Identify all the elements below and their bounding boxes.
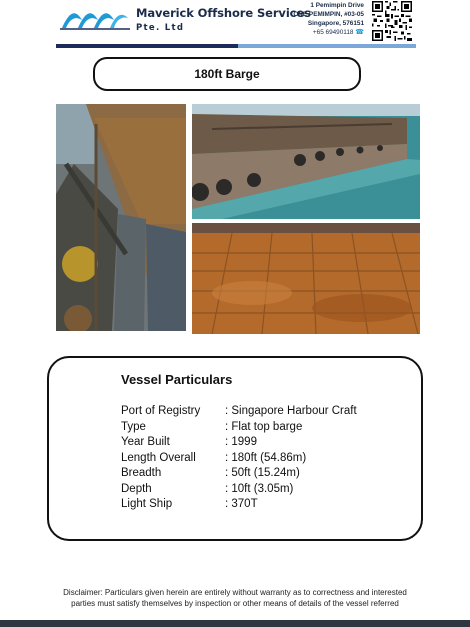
barge-deck-photo	[56, 104, 186, 331]
phone-icon: ☎	[355, 29, 364, 36]
specs-list	[121, 404, 357, 513]
spec-label: Year Built	[121, 436, 170, 448]
spec-value: : 10ft (3.05m)	[225, 482, 294, 495]
barge-side-photo	[192, 104, 420, 219]
header-divider-navy	[56, 44, 238, 48]
address-line3: Singapore, 576151	[307, 20, 364, 27]
wave-logo-icon	[60, 6, 130, 32]
disclaimer-line2: parties must satisfy themselves by inspection or other means of details of the vessel referred	[71, 599, 399, 608]
barge-flat-deck-photo	[192, 223, 420, 334]
company-name-line1: Maverick Offshore Services	[136, 6, 311, 20]
spec-row-length-overall	[121, 451, 357, 467]
spec-row-breadth	[121, 466, 357, 482]
company-name	[136, 6, 311, 33]
disclaimer-line1: Disclaimer: Particulars given herein are entirely without warranty as to correctness and interested	[63, 588, 407, 597]
spec-value: : 50ft (15.24m)	[225, 467, 300, 479]
spec-value: : Flat top barge	[225, 420, 303, 433]
spec-label: Breadth	[121, 467, 162, 479]
spec-row-light-ship	[121, 497, 357, 513]
spec-value: : Singapore Harbour Craft	[225, 405, 357, 417]
page-title-box	[93, 57, 361, 91]
address-line2: ONE PEMIMPIN, #03-05	[293, 11, 364, 18]
spec-value: : 1999	[225, 436, 257, 448]
letterhead	[56, 0, 416, 48]
phone-line	[293, 28, 364, 37]
spec-label: Depth	[121, 482, 152, 495]
company-name-line2: Pte. Ltd	[136, 23, 185, 33]
spec-label: Light Ship	[121, 498, 173, 510]
spec-row-port-of-registry	[121, 404, 357, 420]
vessel-particulars-heading: Vessel Particulars	[121, 372, 233, 387]
footer-bar	[0, 620, 470, 627]
header-divider-blue	[238, 44, 416, 48]
company-address	[293, 1, 364, 37]
spec-label: Type	[121, 420, 146, 433]
qr-code-icon[interactable]	[372, 1, 412, 41]
spec-label: Length Overall	[121, 451, 196, 464]
spec-value: : 180ft (54.86m)	[225, 451, 307, 464]
phone-number: +65 69490118	[312, 29, 354, 36]
spec-row-type	[121, 420, 357, 436]
spec-row-depth	[121, 482, 357, 498]
disclaimer-text	[56, 587, 414, 609]
spec-row-year-built	[121, 435, 357, 451]
vessel-particulars-panel	[47, 356, 423, 541]
spec-value: : 370T	[225, 498, 258, 510]
page-title: 180ft Barge	[194, 67, 260, 81]
address-line1: 1 Pemimpin Drive	[310, 2, 364, 9]
spec-label: Port of Registry	[121, 405, 201, 417]
